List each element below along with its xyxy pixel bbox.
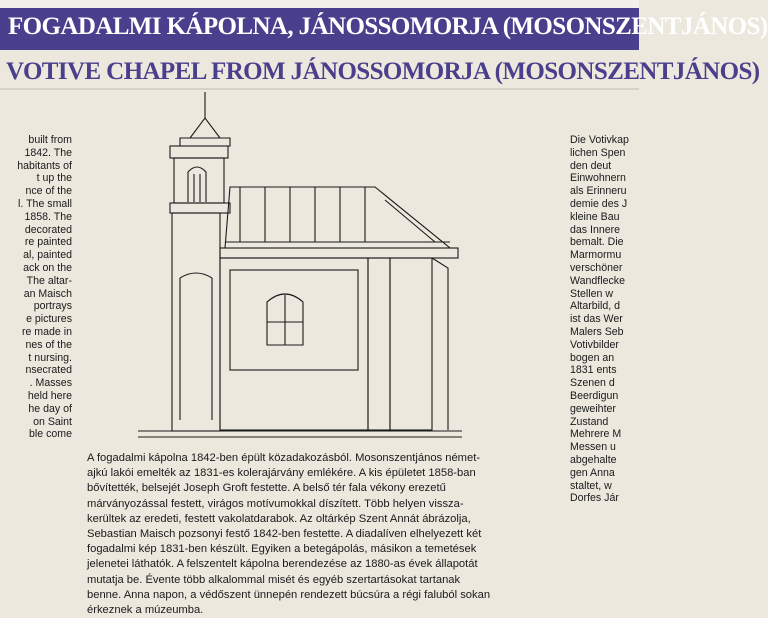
right-text-column [570, 134, 650, 505]
main-paragraph [87, 451, 557, 618]
paragraph-line: fogadalmi kép 1831-ben készült. Egyiken a betegápolás, másikon a temetések [87, 543, 477, 556]
left-column-line: 1842. The [24, 146, 72, 159]
paragraph-line: mutatja be. Évente több alkalommal misét és egyéb szertartásokat tartanak [87, 573, 461, 586]
paragraph-line: bővítették, belsejét Joseph Groft festette. A belső tér fala vékony erezetű [87, 482, 446, 495]
left-column-line: portrays [33, 300, 72, 313]
right-column-line: das Innere [570, 223, 621, 236]
left-column-line: nce of the [25, 185, 72, 198]
right-column-line: Die Votivkap [570, 134, 629, 146]
left-column-line: an Maisch [23, 287, 72, 300]
left-column-line: nsecrated [25, 364, 72, 377]
right-column-line: staltet, w [570, 479, 612, 492]
title-english: VOTIVE CHAPEL FROM JÁNOSSOMORJA (MOSONSZENTJÁNOS) [6, 58, 760, 85]
right-column-line: lichen Spen [570, 146, 626, 159]
left-column-line: . Masses [29, 377, 72, 390]
paragraph-line: A fogadalmi kápolna 1842-ben épült közadakozásból. Mosonszentjános német- [87, 452, 481, 464]
right-column-line: gen Anna [570, 466, 615, 479]
left-column-line: t nursing. [28, 351, 72, 364]
left-column-line: l. The small [18, 197, 72, 210]
right-column-line: demie des J [570, 197, 628, 210]
right-column-line: ist das Wer [570, 313, 623, 326]
paragraph-line: Sebastian Maisch pozsonyi festő 1842-ben festette. A diadalíven elhelyezett két [87, 527, 482, 540]
right-column-line: Marmormu [570, 249, 622, 262]
left-column-line: on Saint [33, 415, 72, 428]
right-column-line: Votivbilder [570, 338, 619, 351]
left-column-line: 1858. The [24, 210, 72, 223]
right-column-line: Malers Seb [570, 325, 624, 338]
right-column-line: Einwohnern [570, 172, 626, 185]
right-column-line: kleine Bau [570, 210, 620, 223]
right-column-line: Szenen d [570, 377, 615, 390]
right-column-line: Wandflecke [570, 274, 625, 287]
left-column-line: The altar- [26, 274, 72, 287]
banner-top-strip [0, 0, 639, 8]
paragraph-line: jelenetei láthatók. A felszentelt kápolna berendezése az 1880-as évek állapotát [87, 558, 478, 571]
left-column-line: ble come [29, 428, 72, 441]
left-column-line: habitants of [17, 159, 72, 172]
right-column-line: 1831 ents [570, 364, 617, 377]
right-column-line: Mehrere M [570, 428, 622, 441]
left-column-line: he day of [28, 402, 72, 415]
right-column-line: abgehalte [570, 453, 617, 466]
right-column-line: Messen u [570, 441, 616, 454]
right-column-line: Altarbild, d [570, 300, 621, 313]
left-column-line: re painted [24, 236, 72, 249]
chapel-drawing [130, 90, 470, 440]
left-column-line: decorated [24, 223, 72, 236]
right-column-line: bemalt. Die [570, 236, 624, 249]
right-column-line: verschöner [570, 261, 623, 274]
right-column-line: bogen an [570, 351, 615, 364]
left-column-line: ack on the [23, 261, 72, 274]
right-column-line: geweihter [570, 402, 616, 415]
left-column-line: e pictures [26, 313, 72, 326]
paragraph-line: ajkú lakói emelték az 1831-es kolerajárvány emlékére. A kis épületet 1858-ban [87, 467, 476, 480]
right-column-line: den deut [570, 159, 612, 172]
paragraph-line: benne. Anna napon, a védőszent ünnepén rendezett búcsúra a régi faluból sokan [87, 588, 491, 601]
paragraph-line: márványozással festett, virágos motívumokkal díszített. Több helyen vissza- [87, 497, 464, 510]
paragraph-line: érkeznek a múzeumba. [87, 603, 204, 616]
right-column-line: Beerdigun [570, 389, 619, 402]
left-column-line: held here [27, 389, 72, 402]
left-text-column [0, 134, 72, 441]
title-hungarian: FOGADALMI KÁPOLNA, JÁNOSSOMORJA (MOSONSZENTJÁNOS) [8, 13, 768, 40]
left-column-line: al, painted [23, 249, 72, 262]
right-column-line: Dorfes Jár [570, 492, 619, 505]
left-column-line: nes of the [25, 338, 72, 351]
right-column-line: Stellen w [570, 287, 613, 300]
left-column-line: built from [28, 134, 72, 146]
left-column-line: t up the [36, 172, 72, 185]
right-column-line: als Erinneru [570, 185, 627, 198]
left-column-line: re made in [21, 325, 72, 338]
paragraph-line: kerültek az eredeti, festett vakolatdarabok. Az oltárkép Szent Annát ábrázolja, [87, 512, 471, 525]
right-column-line: Zustand [570, 415, 609, 428]
